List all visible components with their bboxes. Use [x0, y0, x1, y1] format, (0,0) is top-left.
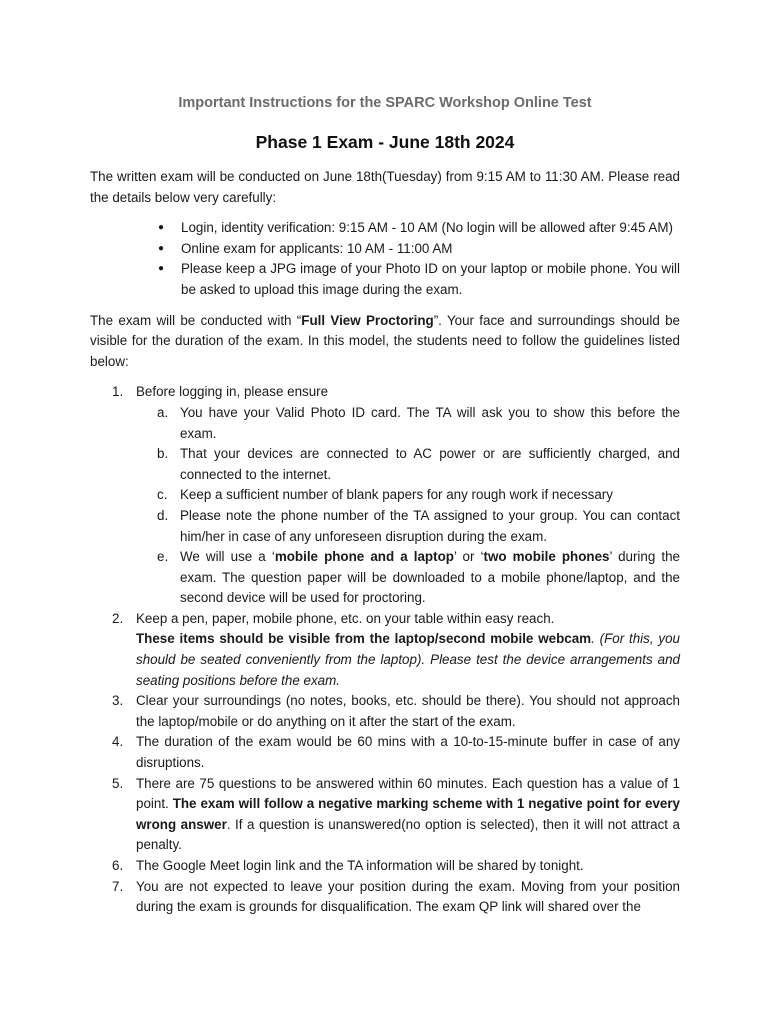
item-number: 3.: [112, 693, 124, 709]
sub-list-item: e. We will use a ‘mobile phone and a laptop’ or ‘two mobile phones’ during the exam. The question paper will be downloaded to a mobile phone/laptop, and the second device will be used for proctoring.: [157, 549, 680, 606]
list-item: 1. Before logging in, please ensure a. You have your Valid Photo ID card. The TA will ask you to show this before the exam. b. That your devices are connected to AC power or are sufficiently charged, and connected to the internet. c. Keep a sufficient number of blank papers for any rough work if necessary d. Please note the phone number of the TA assigned to your group. You can contact him/her in case of any unforeseen disruption during the exam. e. We will use a ‘mobile phone and a laptop’ or ‘two mobile phones’ during the exam. The question paper will be downloaded to a mobile phone/laptop, and the second device will be used for proctoring.: [136, 382, 680, 609]
proctoring-paragraph: The exam will be conducted with “Full View Proctoring”. Your face and surroundings should be visible for the duration of the exam. In this model, the students need to follow the guidelines listed below:: [90, 312, 680, 369]
document-subtitle: Important Instructions for the SPARC Workshop Online Test: [178, 95, 592, 111]
schedule-list: [90, 218, 680, 300]
sub-list: [136, 403, 680, 609]
sub-list-item: a. You have your Valid Photo ID card. The TA will ask you to show this before the exam.: [157, 404, 680, 441]
list-item: 5. There are 75 questions to be answered within 60 minutes. Each question has a value of 1 point. The exam will follow a negative marking scheme with 1 negative point for every wrong answer. If a question is unanswered(no option is selected), then it will not attract a penalty.: [112, 775, 681, 853]
item-number: 1.: [112, 384, 124, 400]
list-item: ● Login, identity verification: 9:15 AM - 10 AM (No login will be allowed after 9:45 AM): [158, 218, 680, 239]
sub-list-item: b. That your devices are connected to AC power or are sufficiently charged, and connected to the internet.: [157, 446, 680, 482]
item-number: 2.: [112, 610, 124, 626]
item-number: 5.: [112, 775, 124, 791]
item-number: 4.: [112, 734, 124, 750]
document-title: Phase 1 Exam - June 18th 2024: [255, 132, 515, 152]
list-item: 3. Clear your surroundings (no notes, books, etc. should be there). You should not approach the laptop/mobile or do anything on it after the start of the exam.: [112, 693, 680, 729]
list-item: 6. The Google Meet login link and the TA information will be shared by tonight.: [136, 856, 680, 877]
list-item: ● Please keep a JPG image of your Photo ID on your laptop or mobile phone. You will be asked to upload this image during the exam.: [158, 259, 680, 300]
item-number: 7.: [112, 878, 124, 894]
guidelines-list: [90, 382, 680, 917]
intro-paragraph: The written exam will be conducted on June 18th(Tuesday) from 9:15 AM to 11:30 AM. Please read the details below very carefully:: [90, 169, 680, 205]
proctoring-mode: Full View Proctoring: [301, 312, 434, 328]
list-item: 4. The duration of the exam would be 60 mins with a 10-to-15-minute buffer in case of any disruptions.: [112, 734, 680, 771]
list-item: 7. You are not expected to leave your position during the exam. Moving from your position during the exam is grounds for disqualification. The exam QP link will shared over the: [112, 878, 680, 915]
sub-list-item: d. Please note the phone number of the TA assigned to your group. You can contact him/her in case of any unforeseen disruption during the exam.: [157, 507, 680, 544]
item-number: 6.: [112, 858, 124, 873]
sub-list-item: c. Keep a sufficient number of blank papers for any rough work if necessary: [157, 487, 613, 503]
list-item: ● Online exam for applicants: 10 AM - 11:00 AM: [158, 239, 680, 260]
list-item: 2. Keep a pen, paper, mobile phone, etc. on your table within easy reach. These items should be visible from the laptop/second mobile webcam. (For this, you should be seated conveniently from the laptop). Please test the device arrangements and seating positions before the exam.: [112, 610, 681, 688]
